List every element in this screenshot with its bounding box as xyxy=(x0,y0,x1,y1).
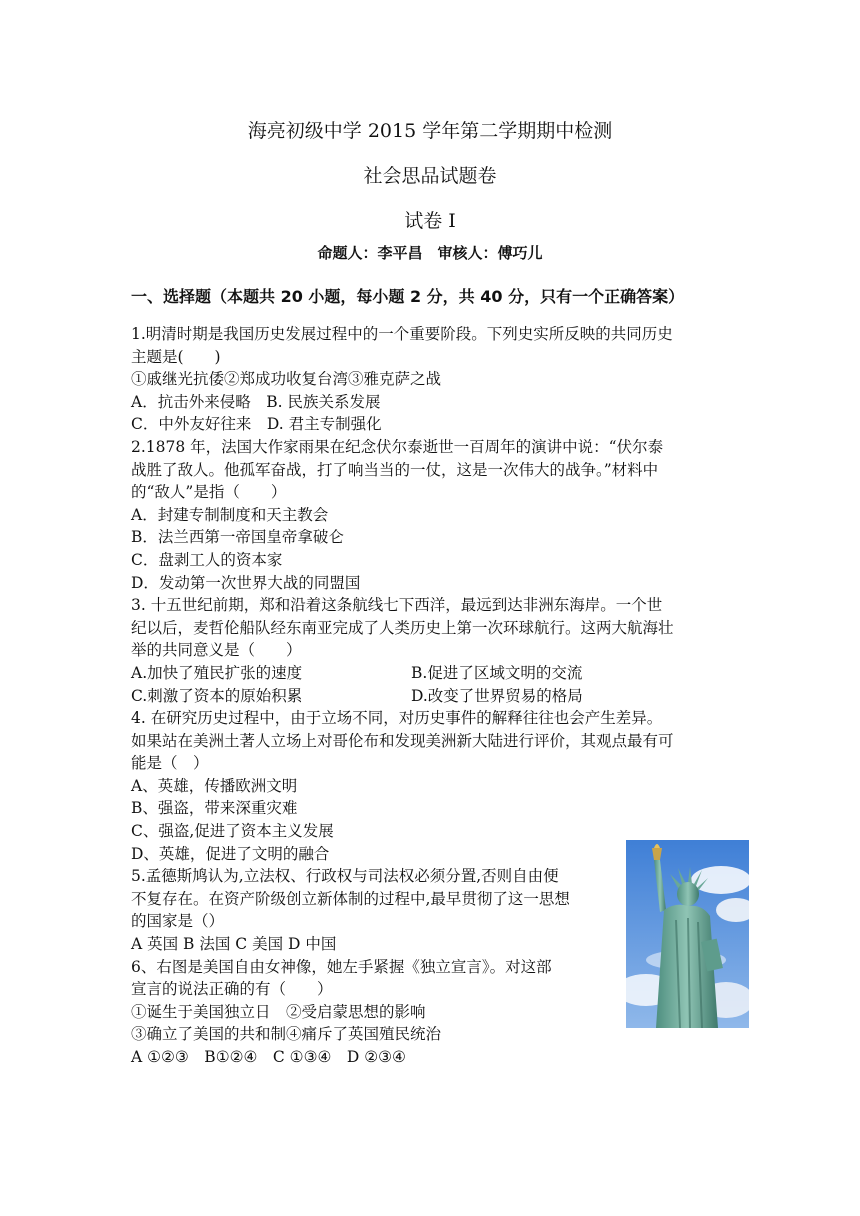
exam-subtitle: 社会思品试题卷 xyxy=(363,165,497,187)
text-line: 3. 十五世纪前期，郑和沿着这条航线七下西洋，最远到达非洲东海岸。一个世 xyxy=(131,596,663,615)
text-line: 的“敌人”是指（ ） xyxy=(131,483,287,502)
text-line: 如果站在美洲土著人立场上对哥伦布和发现美洲新大陆进行评价，其观点最有可 xyxy=(131,731,674,750)
text-line: C、强盗,促进了资本主义发展 xyxy=(131,822,334,841)
text-line: 2.1878 年，法国大作家雨果在纪念伏尔泰逝世一百周年的演讲中说：“伏尔泰 xyxy=(131,437,664,456)
text-line: C．中外友好往来 D. 君主专制强化 xyxy=(131,415,382,434)
text-line: 的国家是（） xyxy=(131,912,225,931)
text-line: B、强盗，带来深重灾难 xyxy=(131,799,298,818)
option-b: B.促进了区域文明的交流 xyxy=(411,663,583,682)
statue-of-liberty-image xyxy=(626,840,749,1028)
paper-label: 试卷 I xyxy=(404,210,456,232)
text-line: 1.明清时期是我国历史发展过程中的一个重要阶段。下列史实所反映的共同历史 xyxy=(131,325,673,343)
options-row xyxy=(131,662,741,685)
text-line: 宣言的说法正确的有（ ） xyxy=(131,980,333,999)
text-line: ①戚继光抗倭②郑成功收复台湾③雅克萨之战 xyxy=(131,370,442,389)
text-line: A．封建专制制度和天主教会 xyxy=(131,505,329,524)
text-line: 不复存在。在资产阶级创立新体制的过程中,最早贯彻了这一思想 xyxy=(131,889,570,908)
exam-title: 海亮初级中学 2015 学年第二学期期中检测 xyxy=(247,120,613,142)
option-a: A.加快了殖民扩张的速度 xyxy=(131,663,303,682)
text-line: 4. 在研究历史过程中，由于立场不同，对历史事件的解释往往也会产生差异。 xyxy=(131,709,663,728)
options-row xyxy=(131,685,741,708)
text-line: ③确立了美国的共和制④痛斥了英国殖民统治 xyxy=(131,1025,442,1044)
text-line: C．盘剥工人的资本家 xyxy=(131,550,283,569)
text-line: 能是（ ） xyxy=(131,754,209,773)
text-line: A 英国 B 法国 C 美国 D 中国 xyxy=(131,935,337,954)
text-line: D．发动第一次世界大战的同盟国 xyxy=(131,573,361,592)
text-line: A．抗击外来侵略 B. 民族关系发展 xyxy=(131,392,381,411)
text-line: 6、右图是美国自由女神像，她左手紧握《独立宣言》。对这部 xyxy=(131,957,552,976)
authors-line: 命题人：李平昌 审核人：傅巧儿 xyxy=(317,244,543,262)
text-line: A、英雄，传播欧洲文明 xyxy=(131,776,298,795)
text-line: B．法兰西第一帝国皇帝拿破仑 xyxy=(131,528,344,547)
text-line: 5.孟德斯鸠认为,立法权、行政权与司法权必须分置,否则自由便 xyxy=(131,867,559,886)
text-line: 纪以后，麦哲伦船队经东南亚完成了人类历史上第一次环球航行。这两大航海壮 xyxy=(131,618,674,637)
text-line: A ①②③ B①②④ C ①③④ D ②③④ xyxy=(131,1048,406,1066)
text-line: 举的共同意义是（ ） xyxy=(131,641,302,660)
section-heading: 一、选择题（本题共 20 小题，每小题 2 分，共 40 分，只有一个正确答案） xyxy=(131,287,685,306)
text-line: D、英雄，促进了文明的融合 xyxy=(131,844,330,863)
option-c: C.刺激了资本的原始积累 xyxy=(131,686,303,705)
option-d: D.改变了世界贸易的格局 xyxy=(411,686,583,705)
text-line: 战胜了敌人。他孤军奋战，打了响当当的一仗，这是一次伟大的战争。”材料中 xyxy=(131,460,659,479)
text-line: ①诞生于美国独立日 ②受启蒙思想的影响 xyxy=(131,1002,426,1021)
text-line: 主题是( ) xyxy=(131,347,221,366)
